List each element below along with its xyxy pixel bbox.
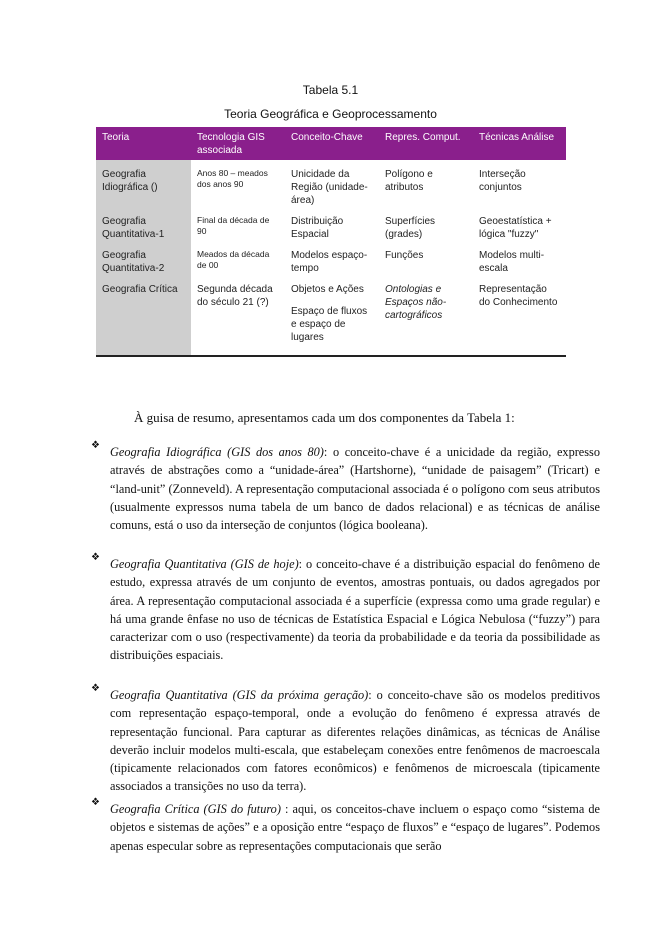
cell-teoria: Geografia Quantitativa-2 — [96, 241, 191, 275]
cell-tecnicas: Representação do Conhecimento — [473, 275, 566, 356]
cell-conceito-2: Espaço de fluxos e espaço de lugares — [291, 306, 368, 343]
bullet-icon: ❖ — [91, 797, 100, 808]
item-text: : o conceito-chave é a distribuição espacial do fenômeno de estudo, expressa através de um conjunto de eventos, amostras pontuais, ou dados agregados por área. A representação computacional associada é a superfície (expressa como uma grade regular) e há uma grande ênfase no uso de técnicas de Estatística Espacial e Lógica Nebulosa (“fuzzy”) para caracterizar com o uso (respectivamente) da teoria da probabilidade e da teoria da possibilidade as distribuições espaciais. — [110, 557, 600, 663]
item-text: : o conceito-chave são os modelos preditivos com representação espaço-temporal, onde a evolução do fenômeno é expressa através de representação funcional. Para capturar as diferentes relações dinâmicas, as técnicas de Análise deverão incluir modelos multi-escala, que estabeleçam conexões entre fenômenos de macroescala (tipicamente relacionados com fatores econômicos) e fenômenos de microescala (tipicamente associados a transições no uso da terra). — [110, 688, 601, 794]
item-text: : aqui, os conceitos-chave incluem o espaço como “sistema de objetos e sistemas de ações” e a oposição entre “espaço de fluxos” e “espaço de lugares”. Podemos apenas especular sobre as representações computacionais que serão — [110, 802, 600, 853]
intro-paragraph: À guisa de resumo, apresentamos cada um dos componentes da Tabela 1: — [134, 410, 515, 425]
cell-tecnologia: Meados da década de 00 — [197, 249, 270, 270]
cell-tecnicas: Geoestatística + lógica "fuzzy" — [479, 216, 552, 240]
table-row — [96, 241, 566, 275]
cell-repres: Polígono e atributos — [385, 169, 433, 193]
cell-repres: Funções — [385, 250, 424, 261]
item-lead: Geografia Quantitativa (GIS da próxima geração) — [110, 688, 369, 702]
table-row — [96, 207, 566, 241]
theory-table — [96, 127, 566, 357]
cell-teoria: Geografia Quantitativa-1 — [96, 207, 191, 241]
list-item — [110, 443, 600, 534]
bullet-icon: ❖ — [91, 552, 100, 563]
bullet-icon: ❖ — [91, 683, 100, 694]
list-item — [110, 800, 600, 855]
list-item — [110, 686, 600, 796]
table-row — [96, 275, 566, 356]
cell-conceito-group — [285, 275, 379, 356]
table-title: Teoria Geográfica e Geoprocessamento — [224, 107, 437, 121]
cell-tecnologia: Final da década de 90 — [197, 215, 270, 236]
table-header-row — [96, 127, 566, 160]
item-text: : o conceito-chave é a unicidade da região, expresso através de abstrações como a “unidade-área” (Hartshorne), “unidade de paisagem” (Tricart) e “land-unit” (Zonneveld). A representação computacional associada é o polígono com seus atributos (usualmente expressos numa tabela de um banco de dados relacional) e as técnicas de análise comuns, está o uso da interseção de conjuntos (lógica booleana). — [110, 445, 600, 533]
cell-conceito: Unicidade da Região (unidade-área) — [291, 169, 368, 206]
cell-tecnologia: Anos 80 – meados dos anos 90 — [197, 168, 268, 189]
cell-conceito: Objetos e Ações — [291, 284, 364, 295]
cell-teoria: Geografia Crítica — [96, 275, 191, 356]
item-lead: Geografia Quantitativa (GIS de hoje) — [110, 557, 299, 571]
bullet-icon: ❖ — [91, 440, 100, 451]
cell-repres: Ontologias e Espaços não-cartográficos — [379, 275, 473, 356]
header-tecnologia: Tecnologia GIS associada — [191, 127, 285, 160]
item-lead: Geografia Idiográfica (GIS dos anos 80) — [110, 445, 324, 459]
header-conceito: Conceito-Chave — [285, 127, 379, 160]
list-item — [110, 555, 600, 665]
item-lead: Geografia Crítica (GIS do futuro) — [110, 802, 281, 816]
cell-repres: Superfícies (grades) — [385, 216, 436, 240]
cell-tecnicas: Interseção conjuntos — [479, 169, 526, 193]
table-row — [96, 160, 566, 207]
cell-conceito: Distribuição Espacial — [291, 216, 344, 240]
cell-tecnologia: Segunda década do século 21 (?) — [191, 275, 285, 356]
header-repres: Repres. Comput. — [379, 127, 473, 160]
header-tecnicas: Técnicas Análise — [473, 127, 566, 160]
cell-teoria: Geografia Idiográfica () — [96, 160, 191, 207]
table-number: Tabela 5.1 — [302, 83, 359, 97]
header-teoria: Teoria — [96, 127, 191, 160]
cell-conceito: Modelos espaço-tempo — [291, 250, 368, 274]
cell-tecnicas: Modelos multi-escala — [479, 250, 545, 274]
